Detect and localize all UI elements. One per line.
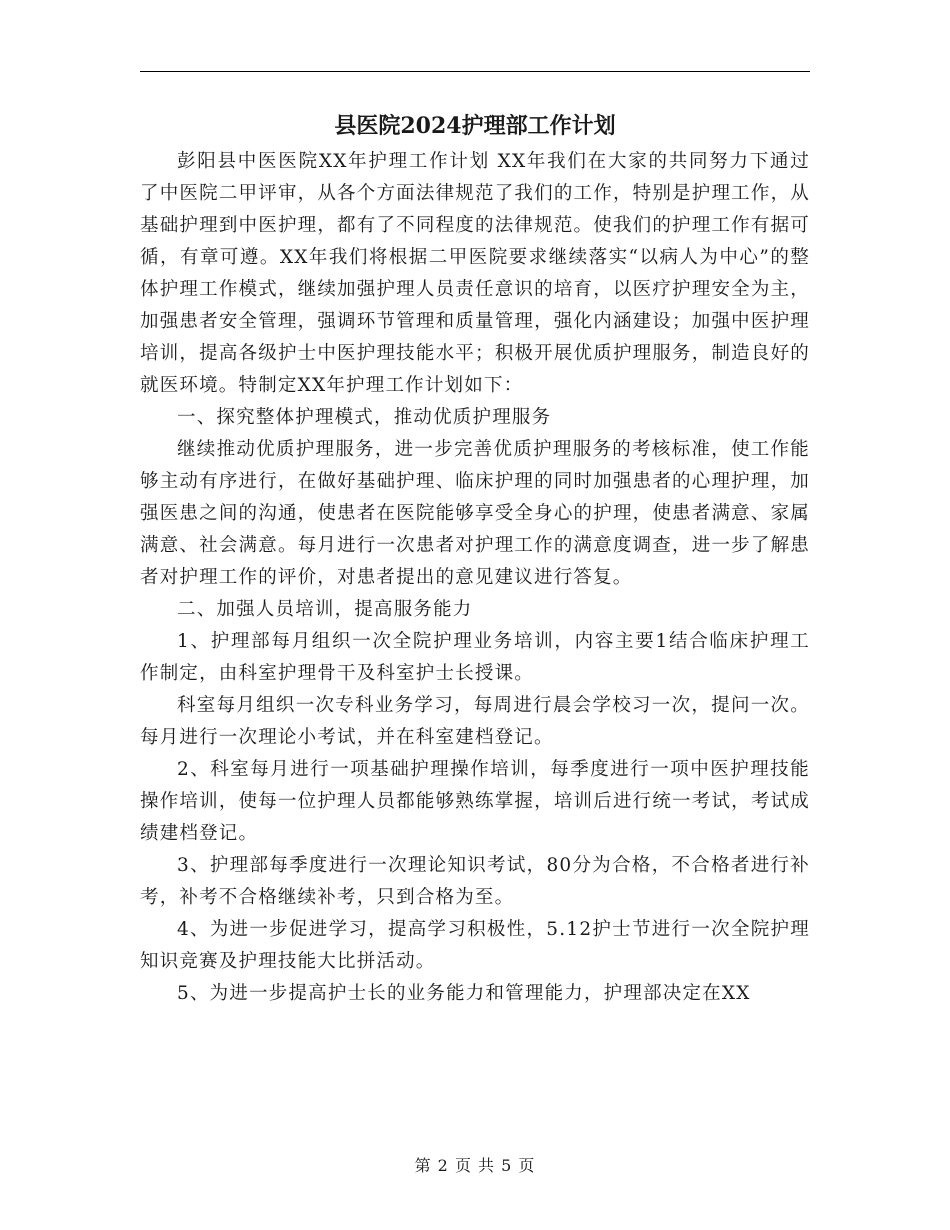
header-rule [140, 71, 810, 72]
page-number-footer: 第 2 页 共 5 页 [414, 1156, 536, 1175]
paragraph-item-1: 1、护理部每月组织一次全院护理业务培训，内容主要1结合临床护理工作制定，由科室护理骨干及科室护士长授课。 [140, 631, 810, 684]
section-heading-1: 一、探究整体护理模式，推动优质护理服务 [177, 407, 552, 428]
paragraph-item-3: 3、护理部每季度进行一次理论知识考试，80分为合格，不合格者进行补考，补考不合格继续补考，只到合格为至。 [140, 855, 810, 908]
paragraph-section-1: 继续推动优质护理服务，进一步完善优质护理服务的考核标准，使工作能够主动有序进行，在做好基础护理、临床护理的同时加强患者的心理护理，加强医患之间的沟通，使患者在医院能够享受全身心的护理，使患者满意、家属满意、社会满意。每月进行一次患者对护理工作的满意度调查，进一步了解患者对护理工作的评价，对患者提出的意见建议进行答复。 [140, 439, 810, 588]
document-body [140, 146, 810, 1010]
paragraph-item-5: 5、为进一步提高护士长的业务能力和管理能力，护理部决定在XX [177, 983, 751, 1004]
paragraph-item-4: 4、为进一步促进学习，提高学习积极性，5.12护士节进行一次全院护理知识竞赛及护理技能大比拼活动。 [140, 919, 810, 972]
section-heading-2: 二、加强人员培训，提高服务能力 [177, 599, 473, 620]
paragraph-item-2: 2、科室每月进行一项基础护理操作培训，每季度进行一项中医护理技能操作培训，使每一位护理人员都能够熟练掌握，培训后进行统一考试，考试成绩建档登记。 [140, 759, 810, 844]
paragraph-intro: 彭阳县中医医院XX年护理工作计划 XX年我们在大家的共同努力下通过了中医院二甲评审，从各个方面法律规范了我们的工作，特别是护理工作，从基础护理到中医护理，都有了不同程度的法律规范。使我们的护理工作有据可循，有章可遵。XX年我们将根据二甲医院要求继续落实“以病人为中心”的整体护理工作模式，继续加强护理人员责任意识的培育，以医疗护理安全为主，加强患者安全管理，强调环节管理和质量管理，强化内涵建设；加强中医护理培训，提高各级护士中医护理技能水平；积极开展优质护理服务，制造良好的就医环境。特制定XX年护理工作计划如下： [140, 151, 810, 396]
paragraph-dept-study: 科室每月组织一次专科业务学习，每周进行晨会学校习一次，提问一次。每月进行一次理论小考试，并在科室建档登记。 [140, 695, 810, 748]
document-title: 县医院2024护理部工作计划 [334, 113, 616, 139]
